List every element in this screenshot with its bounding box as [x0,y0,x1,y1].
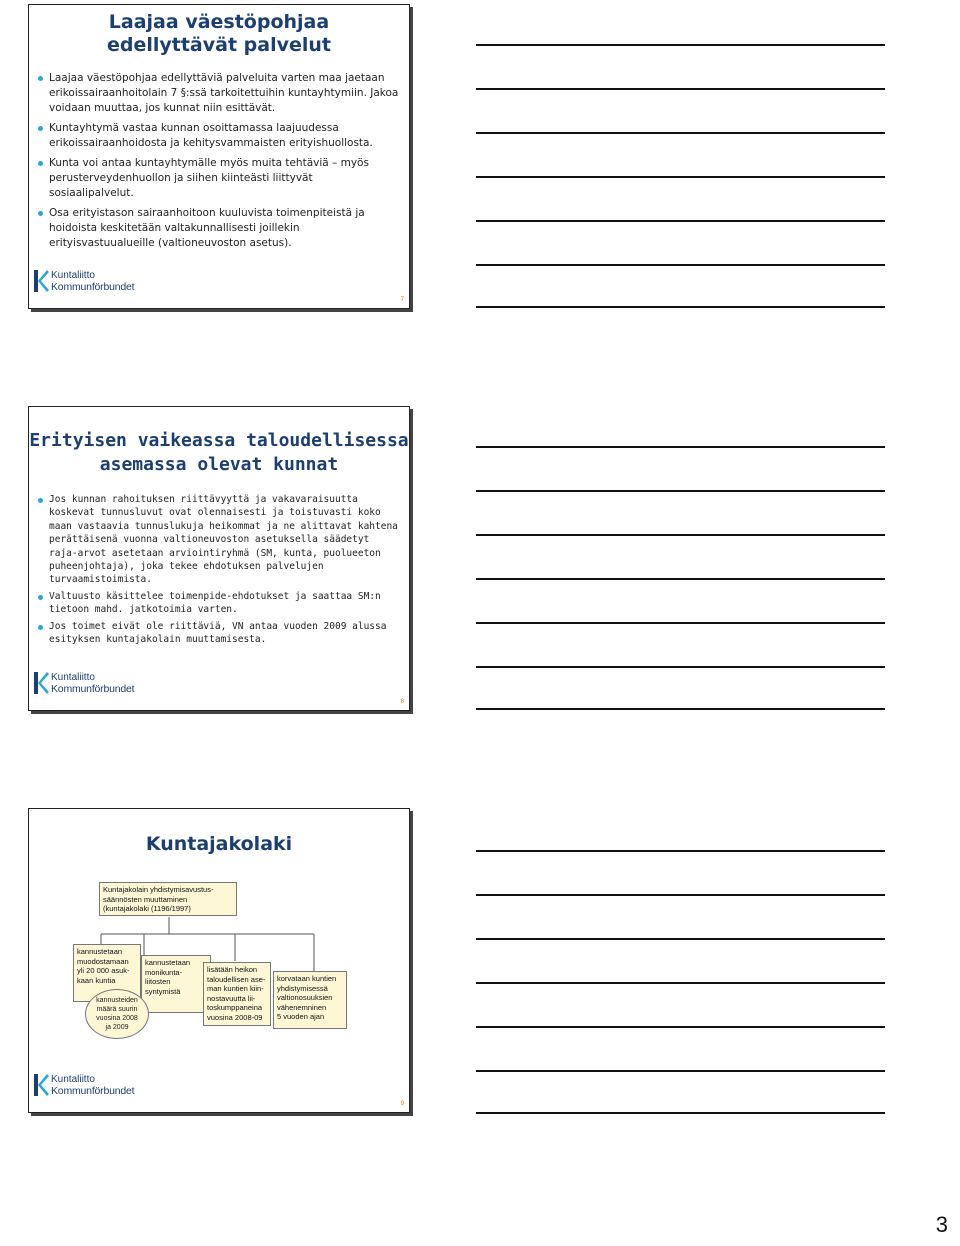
notes-line [476,850,885,852]
notes-line [476,176,885,178]
bullet-item: Kuntayhtymä vastaa kunnan osoittamassa laajuudessa erikoissairaanhoidosta ja kehitysvammaisten erityishuollosta. [49,121,399,151]
notes-line [476,490,885,492]
bullet-item: Laajaa väestöpohjaa edellyttäviä palveluita varten maa jaetaan erikoissairaanhoitolain 7 §:ssä tarkoitettuihin kuntayhtymiin. Jakoa voidaan muuttaa, jos kunnat niin esittävät. [49,72,399,114]
diagram-child-box: kannustetaan monikunta- liitosten syntymistä [141,955,211,1013]
diagram-root-box: Kuntajakolain yhdistymisavustus- säännösten muuttaminen (kuntajakolaki (1196/1997) [99,882,237,916]
logo-text-sv: Kommunförbundet [51,281,135,293]
logo-text-fi: Kuntaliitto [51,672,95,683]
notes-line [476,666,885,668]
notes-line [476,578,885,580]
kuntaliitto-k-logo-icon [33,268,49,294]
logo-text-fi: Kuntaliitto [51,270,95,281]
slide-page-number: 8 [400,699,404,705]
notes-lines [476,446,885,712]
notes-line [476,708,885,710]
kuntaliitto-k-logo-icon [33,670,49,696]
kuntaliitto-logo [33,670,143,696]
notes-line [476,1070,885,1072]
notes-lines [476,44,885,310]
bullet-item: Jos kunnan rahoituksen riittävyyttä ja vakavaraisuutta koskevat tunnusluvut ovat olennaisesti ja toistuvasti koko maan vastaavia tunnuslukuja heikommat ja ne alittavat kahtena perättäisenä vuonna valtioneuvoston asetuksella säädetyt raja-arvot asetetaan arviointiryhmä (SM, kunta, puolueeton puheenjohtaja), joka tekee ehdotuksen palvelujen turvaamistoimista. [49,494,398,586]
kuntaliitto-logo [33,268,143,294]
notes-line [476,894,885,896]
slide-1 [28,4,410,309]
kuntaliitto-logo [33,1072,143,1098]
bullet-item: Valtuusto käsittelee toimenpide-ehdotukset ja saattaa SM:n tietoon mahd. jatkotoimia varten. [49,590,399,617]
diagram-note-ellipse: kannusteiden määrä suurin vuosina 2008 ja 2009 [85,989,149,1039]
notes-line [476,622,885,624]
notes-line [476,1026,885,1028]
notes-line [476,982,885,984]
notes-line [476,220,885,222]
slide-3 [28,808,410,1113]
diagram-child-box: lisätään heikon taloudellisen ase- man kuntien kiin- nostavuutta lii- toskumppaneina vuosina 2008-09 [203,962,271,1026]
slide-page-number: 7 [400,297,404,303]
logo-text-sv: Kommunförbundet [51,1085,135,1097]
logo-text-fi: Kuntaliitto [51,1074,95,1085]
slide-title: Erityisen vaikeassa taloudellisessa asemassa olevat kunnat [29,430,409,476]
diagram-child-box: korvataan kuntien yhdistymisessä valtionosuuksien vähenemninen 5 vuoden ajan [273,971,347,1029]
notes-line [476,264,885,266]
notes-line [476,938,885,940]
slide-page-number: 9 [400,1101,404,1107]
bullet-item: Jos toimet eivät ole riittäviä, VN antaa vuoden 2009 alussa esityksen kuntajakolain muuttamisesta. [49,620,399,647]
logo-text-sv: Kommunförbundet [51,683,135,695]
notes-line [476,44,885,46]
notes-line [476,88,885,90]
notes-line [476,1112,885,1114]
bullet-item: Osa erityistason sairaanhoitoon kuuluvista toimenpiteistä ja hoidoista keskitetään valtakunnallisesti joillekin erityisvastuualueille (valtioneuvoston asetus). [49,206,399,251]
notes-lines [476,850,885,1116]
notes-line [476,446,885,448]
notes-line [476,132,885,134]
bullet-item: Kunta voi antaa kuntayhtymälle myös muita tehtäviä – myös perusterveydenhuollon ja siihen kiinteästi liittyvät sosiaalipalvelut. [49,156,399,201]
slide-title: Kuntajakolaki [145,833,293,855]
bullet-list [49,493,399,649]
bullet-list [49,71,399,256]
document-page-number: 3 [935,1212,948,1237]
notes-line [476,534,885,536]
kuntaliitto-k-logo-icon [33,1072,49,1098]
diagram-child-box: kannustetaan muodostamaan yli 20 000 asuk- kaan kuntia [73,944,141,1002]
slide-2 [28,406,410,711]
notes-line [476,306,885,308]
slide-title: Laajaa väestöpohjaa edellyttävät palvelut [106,11,331,56]
